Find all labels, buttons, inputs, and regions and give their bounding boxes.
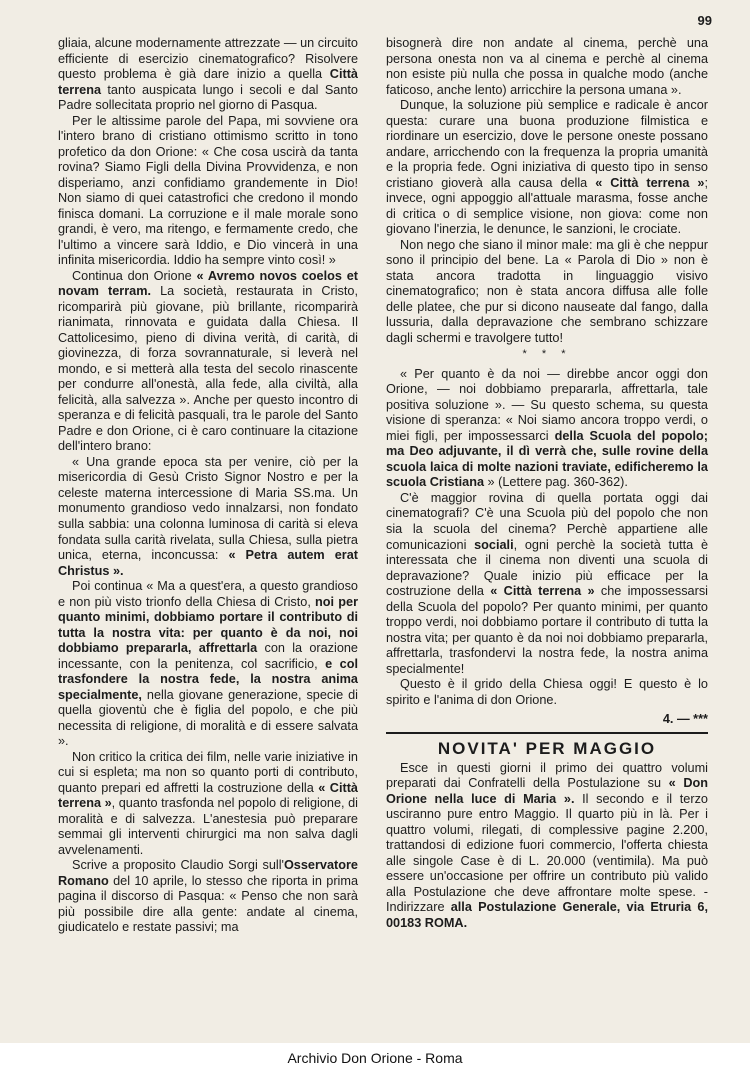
article-signature: 4. — ***	[662, 712, 708, 727]
left-column	[58, 36, 358, 936]
paragraph: Non nego che siano il minor male: ma gli è che neppur sono il principio del bene. La « Parola di Dio » non è stata ancora tradotta in linguaggio visivo cinematografico; non è stata ancora diffusa alle folle delle platee, che pur si dicono nauseate dal fango, dalla lussuria, dalla depravazione che sembrano schizzare dagli schermi e travolgere tutto!	[386, 237, 708, 345]
paragraph: « Una grande epoca sta per venire, ciò per la misericordia di Gesù Cristo Signor Nostro e per la celeste materna intercessione di Maria SS.ma. Un monumento grandioso vedo innalzarsi, non fondato sulla sabbia: una colonna luminosa di carità si eleva fondata sulla carità rivelata, sulla Chiesa, sulla pietra unica, eterna, inconcussa: « Petra autem erat Christus ».	[58, 454, 359, 578]
paragraph: gliaia, alcune modernamente attrezzate — un circuito efficiente di esercizio cinematografico? Risolvere questo problema è già dare inizio a quella Città terrena tanto auspicata lungo i secoli e dal Santo Padre sollecitata proprio nel giorno di Pasqua.	[58, 36, 358, 113]
news-box-body: Esce in questi giorni il primo dei quattro volumi preparati dai Confratelli della Postulazione su « Don Orione nella luce di Maria ». Il secondo e il terzo usciranno pure entro Maggio. Il quarto più in là. Per i quattro volumi, rilegati, di complessive pagine 2.200, trattandosi di edizione fuori commercio, l'offerta chiesta alle singole Case è di L. 20.000 (ventimila). Ma può essere un'occasione per offrire un contributo più valido alla Postulazione che deve affrontare molte spese. - Indirizzare alla Postulazione Generale, via Etruria 6, 00183 ROMA.	[386, 760, 708, 930]
paragraph: Scrive a proposito Claudio Sorgi sull'Osservatore Romano del 10 aprile, lo stesso che riporta in prima pagina il discorso di Pasqua: « Penso che non sarà più possibile dire alla gente: andate al cinema, giudicatelo e restate passivi; ma	[58, 858, 358, 935]
paragraph: Poi continua « Ma a quest'era, a questo grandioso e non più visto trionfo della Chiesa di Cristo, noi per quanto minimi, dobbiamo portare il contributo di tutta la nostra vita: per quanto è da noi, noi dobbiamo prepararla, affrettarla con la orazione incessante, con la penitenza, col sacrificio, e col trasfondere la nostra fede, la nostra anima specialmente, nella giovane generazione, specie di quella gioventù che è figlia del popolo, e che più necessita di religione, di moralità e di essere salvata ».	[58, 579, 359, 749]
paragraph: Dunque, la soluzione più semplice e radicale è ancor questa: curare una buona produzione filmistica e riordinare un esercizio, dove le persone oneste possano andare, arricchendo con la frequenza la propria umanità e la propria fede. Ogni iniziativa di questo tipo in senso cristiano gioverà alla causa della « Città terrena »; invece, ogni appoggio all'attuale marasma, fosse anche di critica o di semplice visione, non giova: come non giovano l'inerzia, le denunce, le sanzioni, le crociate.	[386, 98, 708, 237]
divider	[386, 732, 708, 734]
archive-caption: Archivio Don Orione - Roma	[0, 1043, 750, 1073]
right-column	[386, 36, 708, 931]
page-number: 99	[697, 13, 712, 28]
paragraph: « Per quanto è da noi — direbbe ancor oggi don Orione, — noi dobbiamo prepararla, affrettarla, tale positiva soluzione ». — Su questo schema, su questa visione di speranza: « Noi siamo ancora troppo verdi, o miei figli, per impossessarci della Scuola del popolo; ma Deo adjuvante, il dì verrà che, sulle rovine della scuola laica di molte nazioni traviate, edificheremo la scuola Cristiana » (Lettere pag. 360-362).	[386, 366, 709, 490]
paragraph: Non critico la critica dei film, nelle varie iniziative in cui si espleta; ma non so quanto porti di contributo, quanto prepari ed affretti la costruzione della « Città terrena », quanto trasfonda nel popolo di religione, di moralità e di salvezza. L'anestesia può preparare semmai gli interventi chirurgici ma non salva dagli avvelenamenti.	[58, 749, 358, 857]
paragraph: C'è maggior rovina di quella portata oggi dai cinematografi? C'è una Scuola più del popolo che non sia la scuola del cinema? Perchè appartiene alle comunicazioni sociali, ogni perchè la società tutta è interessata che il cinema non diventi una scuola di depravazione? Quale inizio più efficace per la costruzione della « Città terrena » che impossessarsi della Scuola del popolo? Per quanto minimi, per quanto troppo verdi, noi dobbiamo portare il contributo di tutta la nostra vita; per quanto è da noi noi dobbiamo prepararla, affrettarla, trasfondervi la nostra fede, la nostra anima specialmente!	[386, 490, 708, 676]
paragraph: bisognerà dire non andate al cinema, perchè una persona onesta non va al cinema e perchè al cinema non esiste più nulla che possa in qualche modo (anche faticoso, anche lento) arricchire la persona umana ».	[386, 36, 708, 97]
paragraph: Continua don Orione « Avremo novos coelos et novam terram. La società, restaurata in Cristo, ricomparirà più giovane, più brillante, ricomparirà rianimata, rinnovata e guidata dalla Chiesa. Il Cattolicesimo, pieno di divina verità, di carità, di giovinezza, di forza sovrannaturale, si leverà nel mondo, e si metterà alla testa del secolo rinascente per condurre all'onestà, alla fede, alla civiltà, alla felicità, alla salvezza ». Anche per questo incontro di speranza e di felicità pasquali, tra le parole del Santo Padre e don Orione, ci è caro continuare la citazione dell'intero brano:	[58, 268, 358, 454]
paragraph: Per le altissime parole del Papa, mi sovviene ora l'intero brano di cristiano ottimismo scritto in tono profetico da don Orione: « Che cosa uscirà da tanta rovina? Siamo Figli della Divina Provvidenza, e non disperiamo, anzi confidiamo grandemente in Dio! Non siamo di quei catastrofici che credono il mondo finisca domani. La corruzione e il male morale sono grandi, è vero, ma ritengo, e fermamente credo, che l'ultimo a vincere sarà Iddio, e Dio vincerà in una infinita misericordia. Iddio ha sempre vinto così! »	[58, 113, 358, 268]
news-box-title: NOVITA' PER MAGGIO	[437, 738, 657, 758]
paragraph: Questo è il grido della Chiesa oggi! E questo è lo spirito e l'anima di don Orione.	[386, 677, 708, 707]
section-separator: * * *	[522, 348, 572, 361]
